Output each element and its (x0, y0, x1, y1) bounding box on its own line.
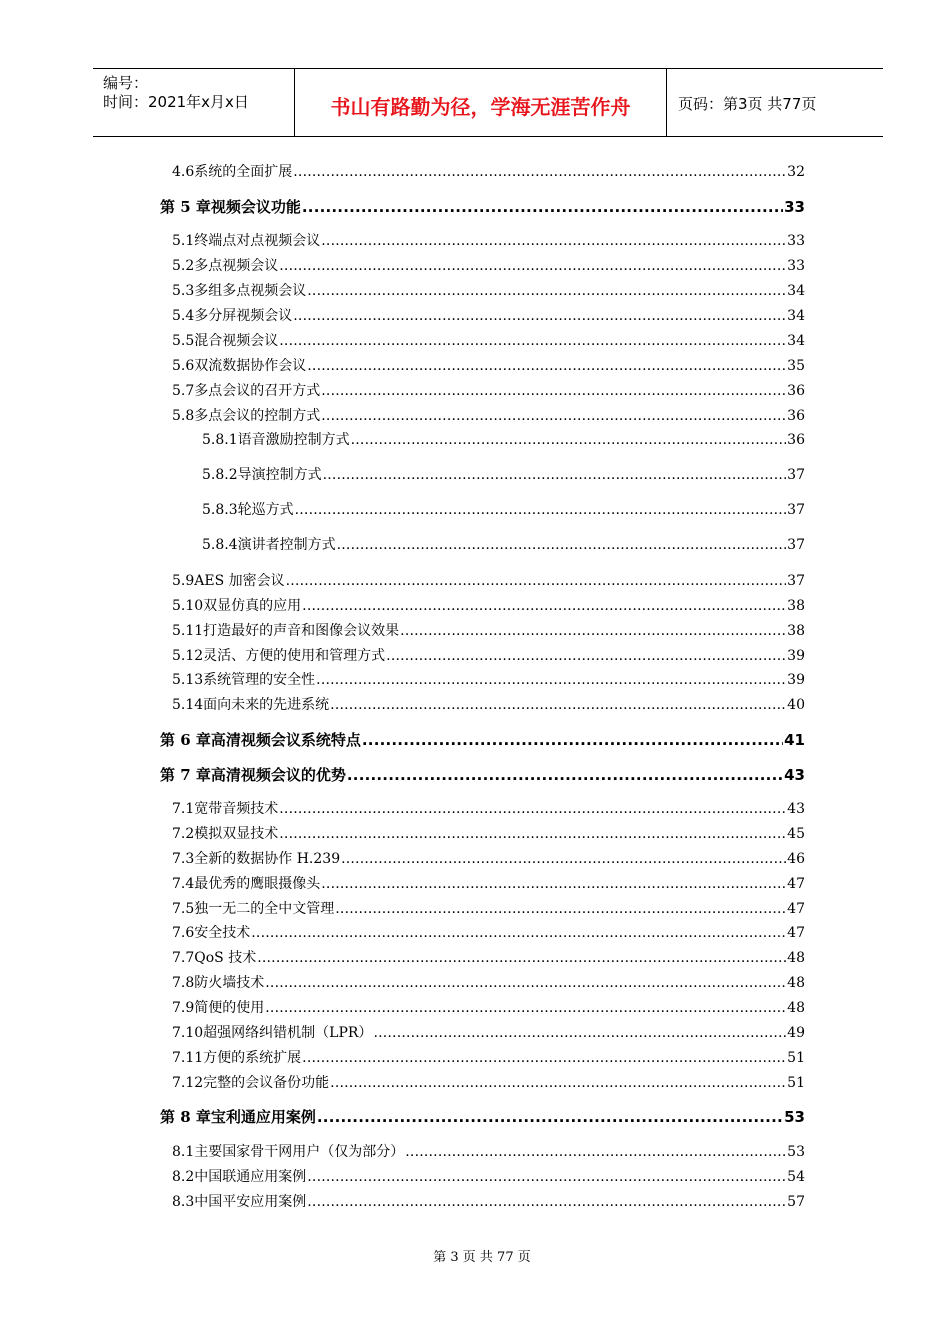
toc-dot-leader (330, 1074, 786, 1092)
toc-dot-leader (302, 198, 783, 216)
toc-dot-leader (307, 357, 786, 375)
toc-entry-page: 49 (787, 1025, 805, 1041)
toc-entry-title: 双流数据协作会议 (194, 358, 307, 374)
toc-dot-leader (321, 232, 786, 250)
toc-dot-leader (286, 572, 787, 590)
toc-entry[interactable] (160, 997, 805, 1017)
toc-entry[interactable] (160, 1072, 805, 1092)
toc-dot-leader (307, 1168, 786, 1186)
toc-entry-number: 第 6 章 (160, 731, 211, 749)
toc-dot-leader (347, 766, 783, 784)
toc-entry-title: 完整的会议备份功能 (203, 1075, 330, 1091)
toc-entry[interactable] (160, 764, 805, 784)
toc-dot-leader (341, 850, 786, 868)
toc-dot-leader (321, 407, 786, 425)
toc-entry-number: 4.6 (172, 164, 195, 180)
toc-entry[interactable] (160, 196, 805, 216)
toc-entry-title: 安全技术 (194, 925, 251, 941)
toc-entry-page: 33 (787, 233, 805, 249)
time-label: 时间：2021年x月x日 (103, 93, 249, 111)
toc-entry-title: 灵活、方便的使用和管理方式 (203, 648, 386, 664)
toc-dot-leader (279, 257, 786, 275)
toc-entry[interactable] (160, 873, 805, 893)
toc-entry[interactable] (160, 620, 805, 640)
toc-dot-leader (351, 431, 787, 449)
toc-entry[interactable] (160, 355, 805, 375)
toc-entry-title: 方便的系统扩展 (203, 1050, 302, 1066)
toc-entry[interactable] (160, 1141, 805, 1161)
toc-entry-number: 7.12 (172, 1075, 204, 1091)
toc-entry-number: 7.1 (172, 801, 195, 817)
toc-entry-number: 5.6 (172, 358, 195, 374)
toc-entry-title: 多组多点视频会议 (194, 283, 307, 299)
toc-entry[interactable] (160, 330, 805, 350)
toc-entry-number: 7.9 (172, 1000, 195, 1016)
toc-entry[interactable] (160, 1191, 805, 1211)
toc-entry[interactable] (160, 255, 805, 275)
page-footer (0, 1246, 950, 1265)
toc-entry-page: 54 (787, 1169, 805, 1185)
toc-entry-page: 48 (787, 950, 805, 966)
toc-entry-page: 38 (787, 598, 805, 614)
toc-entry-title: 轮巡方式 (237, 502, 294, 518)
toc-entry-page: 36 (787, 383, 805, 399)
toc-entry-number: 7.5 (172, 901, 195, 917)
toc-entry-title: 多点视频会议 (194, 258, 279, 274)
toc-entry-page: 35 (787, 358, 805, 374)
toc-entry-title: 双显仿真的应用 (203, 598, 302, 614)
toc-dot-leader (405, 1143, 786, 1161)
toc-dot-leader (295, 501, 787, 519)
toc-entry-number: 7.7 (172, 950, 195, 966)
toc-entry-number: 5.9 (172, 573, 195, 589)
page-info: 页码：第3页 共77页 (678, 95, 817, 113)
toc-entry-page: 37 (787, 502, 805, 518)
toc-dot-leader (362, 731, 783, 749)
toc-entry-title: 主要国家骨干网用户（仅为部分） (194, 1144, 405, 1160)
toc-entry-page: 43 (784, 766, 805, 784)
toc-entry-title: 混合视频会议 (194, 333, 279, 349)
toc-entry[interactable] (160, 464, 805, 484)
toc-dot-leader (317, 1108, 783, 1126)
toc-entry-page: 36 (787, 408, 805, 424)
toc-entry-page: 43 (787, 801, 805, 817)
toc-entry-title: AES 加密会议 (194, 573, 285, 589)
toc-entry-title: 高清视频会议的优势 (210, 766, 346, 784)
toc-entry[interactable] (160, 1106, 805, 1126)
toc-entry-number: 7.2 (172, 826, 195, 842)
toc-entry-title: 模拟双显技术 (194, 826, 279, 842)
toc-entry[interactable] (160, 534, 805, 554)
toc-dot-leader (251, 924, 786, 942)
toc-entry-number: 7.4 (172, 876, 195, 892)
toc-entry-page: 37 (787, 467, 805, 483)
toc-entry[interactable] (160, 729, 805, 749)
toc-entry-page: 32 (787, 164, 805, 180)
toc-entry[interactable] (160, 798, 805, 818)
toc-dot-leader (293, 307, 786, 325)
toc-dot-leader (265, 999, 786, 1017)
toc-entry-number: 5.8.4 (202, 537, 238, 553)
toc-entry[interactable] (160, 898, 805, 918)
toc-entry-title: 系统的全面扩展 (194, 164, 293, 180)
toc-entry-page: 38 (787, 623, 805, 639)
toc-entry[interactable] (160, 848, 805, 868)
toc-entry-title: 多点会议的控制方式 (194, 408, 321, 424)
toc-entry-page: 37 (787, 537, 805, 553)
toc-entry-page: 37 (787, 573, 805, 589)
toc-entry-title: 最优秀的鹰眼摄像头 (194, 876, 321, 892)
toc-entry-page: 34 (787, 308, 805, 324)
toc-entry-page: 39 (787, 648, 805, 664)
toc-dot-leader (279, 800, 786, 818)
toc-entry-number: 第 5 章 (160, 198, 211, 216)
toc-entry-page: 33 (787, 258, 805, 274)
toc-dot-leader (335, 900, 786, 918)
toc-entry-page: 51 (787, 1075, 805, 1091)
toc-entry-title: 视频会议功能 (210, 198, 301, 216)
toc-dot-leader (279, 332, 786, 350)
toc-entry-title: 高清视频会议系统特点 (210, 731, 361, 749)
toc-entry[interactable] (160, 499, 805, 519)
toc-entry-number: 5.11 (172, 623, 204, 639)
toc-entry-page: 40 (787, 697, 805, 713)
toc-entry-page: 34 (787, 333, 805, 349)
toc-entry-title: 简便的使用 (194, 1000, 265, 1016)
toc-entry[interactable] (160, 669, 805, 689)
toc-entry-page: 34 (787, 283, 805, 299)
toc-entry-title: 中国平安应用案例 (194, 1194, 307, 1210)
toc-entry[interactable] (160, 305, 805, 325)
toc-entry-page: 51 (787, 1050, 805, 1066)
toc-dot-leader (323, 466, 787, 484)
toc-entry-title: 系统管理的安全性 (203, 672, 316, 688)
toc-entry-number: 5.7 (172, 383, 195, 399)
toc-entry-number: 5.2 (172, 258, 195, 274)
toc-entry-page: 45 (787, 826, 805, 842)
toc-entry-number: 7.10 (172, 1025, 204, 1041)
toc-entry-number: 第 7 章 (160, 766, 211, 784)
toc-entry-title: 终端点对点视频会议 (194, 233, 321, 249)
toc-entry-page: 48 (787, 975, 805, 991)
toc-entry-page: 53 (787, 1144, 805, 1160)
toc-entry-number: 5.1 (172, 233, 195, 249)
toc-entry-page: 36 (787, 432, 805, 448)
toc-entry[interactable] (160, 280, 805, 300)
toc-entry-title: 语音激励控制方式 (237, 432, 350, 448)
toc-entry-page: 46 (787, 851, 805, 867)
toc-dot-leader (293, 163, 786, 181)
toc-entry-number: 5.12 (172, 648, 204, 664)
toc-entry-number: 5.8 (172, 408, 195, 424)
toc-entry-number: 5.10 (172, 598, 204, 614)
toc-entry[interactable] (160, 595, 805, 615)
toc-entry-title: 中国联通应用案例 (194, 1169, 307, 1185)
toc-entry-number: 7.8 (172, 975, 195, 991)
toc-dot-leader (337, 536, 787, 554)
toc-entry-title: 多分屏视频会议 (194, 308, 293, 324)
toc-dot-leader (386, 647, 786, 665)
toc-entry[interactable] (160, 694, 805, 714)
toc-entry[interactable] (160, 645, 805, 665)
toc-entry-page: 48 (787, 1000, 805, 1016)
toc-dot-leader (279, 825, 786, 843)
toc-entry-page: 57 (787, 1194, 805, 1210)
code-label: 编号： (103, 74, 149, 92)
toc-dot-leader (307, 282, 786, 300)
toc-entry[interactable] (160, 823, 805, 843)
toc-dot-leader (330, 696, 786, 714)
toc-entry[interactable] (160, 922, 805, 942)
toc-entry-page: 47 (787, 925, 805, 941)
toc-dot-leader (265, 974, 786, 992)
toc-dot-leader (302, 1049, 786, 1067)
toc-entry-title: 超强网络纠错机制（LPR） (203, 1025, 373, 1041)
toc-entry-title: 宝利通应用案例 (210, 1108, 316, 1126)
toc-entry-number: 5.8.3 (202, 502, 238, 518)
toc-dot-leader (302, 597, 786, 615)
toc-dot-leader (316, 671, 786, 689)
toc-entry-title: 独一无二的全中文管理 (194, 901, 335, 917)
toc-entry-number: 5.5 (172, 333, 195, 349)
toc-entry[interactable] (160, 380, 805, 400)
toc-entry-page: 41 (784, 731, 805, 749)
footer-page-number: 第 3 页 共 77 页 (433, 1250, 531, 1265)
toc-entry-number: 5.3 (172, 283, 195, 299)
toc-entry-number: 8.3 (172, 1194, 195, 1210)
toc-entry-number: 5.8.1 (202, 432, 238, 448)
toc-entry-number: 5.4 (172, 308, 195, 324)
toc-dot-leader (257, 949, 786, 967)
toc-entry-number: 7.3 (172, 851, 195, 867)
toc-entry[interactable] (160, 570, 805, 590)
toc-entry-title: 面向未来的先进系统 (203, 697, 330, 713)
toc-entry[interactable] (160, 947, 805, 967)
motto-text: 书山有路勤为径，学海无涯苦作舟 (330, 95, 631, 119)
toc-entry-title: 多点会议的召开方式 (194, 383, 321, 399)
toc-dot-leader (321, 875, 786, 893)
toc-entry-number: 7.11 (172, 1050, 204, 1066)
toc-entry-title: 全新的数据协作 H.239 (194, 851, 341, 867)
toc-entry[interactable] (160, 1022, 805, 1042)
toc-entry-title: 防火墙技术 (194, 975, 265, 991)
toc-entry-page: 47 (787, 901, 805, 917)
toc-entry-title: QoS 技术 (194, 950, 257, 966)
toc-entry-number: 8.1 (172, 1144, 195, 1160)
toc-entry-title: 打造最好的声音和图像会议效果 (203, 623, 400, 639)
toc-entry-number: 7.6 (172, 925, 195, 941)
toc-dot-leader (373, 1024, 786, 1042)
toc-entry-title: 导演控制方式 (237, 467, 322, 483)
toc-entry-title: 宽带音频技术 (194, 801, 279, 817)
toc-entry-number: 8.2 (172, 1169, 195, 1185)
toc-dot-leader (321, 382, 786, 400)
toc-entry[interactable] (160, 405, 805, 425)
toc-entry[interactable] (160, 429, 805, 449)
toc-entry-title: 演讲者控制方式 (237, 537, 336, 553)
toc-entry-page: 39 (787, 672, 805, 688)
toc-entry[interactable] (160, 1047, 805, 1067)
toc-entry[interactable] (160, 972, 805, 992)
toc-entry-number: 5.8.2 (202, 467, 238, 483)
toc-dot-leader (307, 1193, 786, 1211)
toc-entry[interactable] (160, 1166, 805, 1186)
toc-entry-number: 第 8 章 (160, 1108, 211, 1126)
toc-dot-leader (400, 622, 786, 640)
toc-entry-page: 33 (784, 198, 805, 216)
toc-entry-number: 5.14 (172, 697, 204, 713)
toc-entry-number: 5.13 (172, 672, 204, 688)
toc-entry-page: 47 (787, 876, 805, 892)
toc-entry[interactable] (160, 161, 805, 181)
toc-entry-page: 53 (784, 1108, 805, 1126)
toc-entry[interactable] (160, 230, 805, 250)
